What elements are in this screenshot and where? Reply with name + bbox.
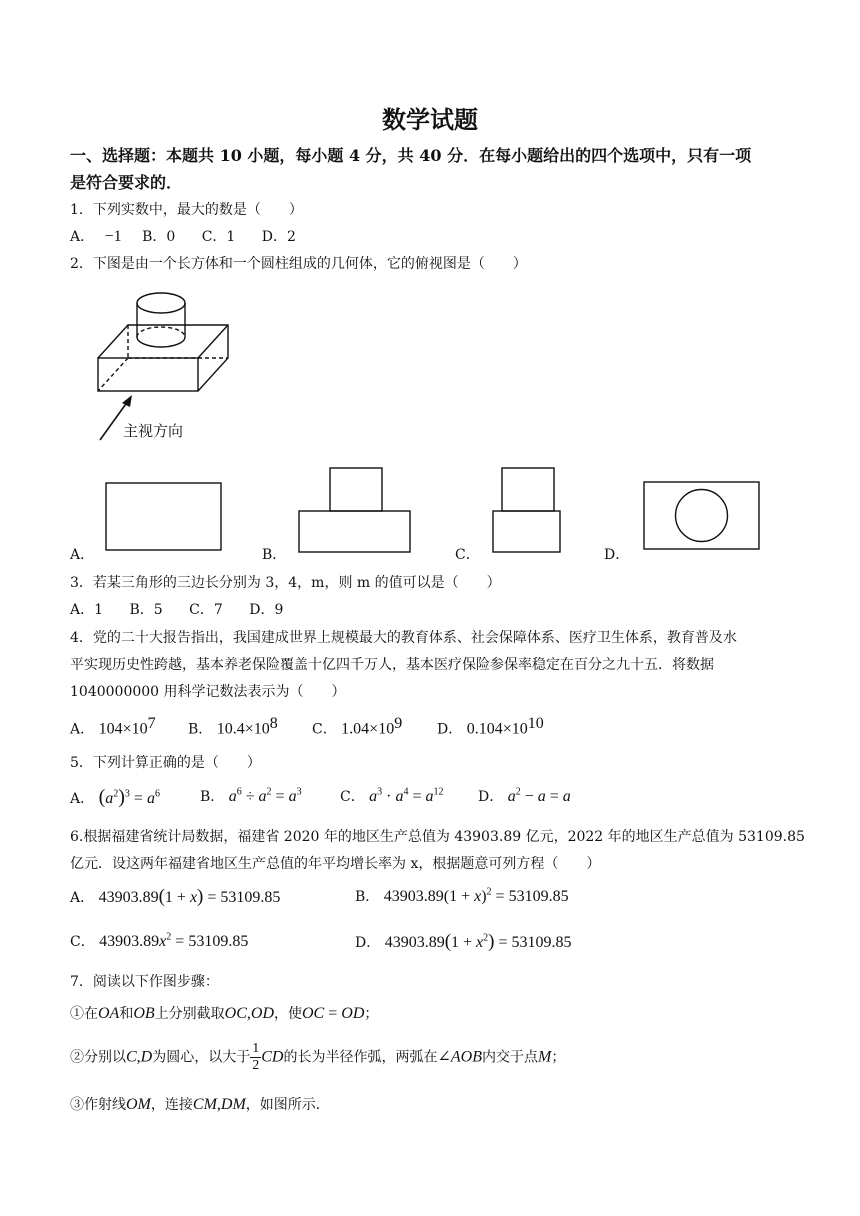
q5-option-b [200, 786, 302, 806]
q6-b-num2: 53109.85 [508, 888, 569, 905]
q6-option-c [70, 931, 248, 951]
q3-options [70, 599, 283, 619]
q2-option-c-figure [490, 466, 562, 556]
section-heading-line1: 一、选择题：本题共 10 小题，每小题 4 分，共 40 分．在每小题给出的四个选项中，只有一项 [70, 146, 752, 165]
q5-option-b-label: B． [200, 789, 225, 805]
q2-option-a-figure [104, 481, 224, 553]
q4-option-a-exp: 7 [147, 715, 156, 732]
q4-option-c-exp: 9 [394, 715, 403, 732]
q7-step3: ③作射线OM，连接CM,DM，如图所示． [70, 1096, 330, 1113]
q4-option-a-label: A． [70, 721, 95, 738]
q7-step2-d: 内交于点 [481, 1049, 538, 1066]
q1-option-c: C．1 [201, 229, 236, 245]
q1-option-a-label: A． [70, 229, 95, 245]
q2-option-b-figure [296, 466, 412, 556]
q1-stem: 1．下列实数中，最大的数是（ ） [70, 202, 303, 218]
q6-option-a [70, 886, 280, 908]
q5-option-a [70, 786, 160, 809]
q5-option-c-label: C． [340, 789, 365, 805]
q2-option-b-label: B． [262, 547, 287, 563]
q6-option-d-expr: $43903.89(1 + x^2) = 53109.85$ [384, 931, 572, 952]
q5-option-a-label: A． [70, 791, 95, 807]
q4-option-b [188, 715, 278, 739]
q3-option-d: D．9 [249, 602, 284, 618]
q3-option-a: A．1 [70, 602, 104, 618]
q7-step1: ①在OA和OB上分别截取OC,OD，使OC = OD； [70, 1005, 379, 1022]
q4-option-c [312, 715, 402, 739]
arrow-head-icon [122, 395, 132, 407]
q5-option-d-expr: $a^2 - a = a$ [507, 786, 571, 805]
q5-option-c-expr: $a^3 \cdot a^4 = a^{12}$ [369, 786, 444, 805]
q4-option-d-exp: 10 [527, 715, 544, 732]
q7-step1-e: ； [364, 1006, 379, 1022]
q6-a-num1: 43903.89 [98, 889, 159, 906]
q7-step1-b: 和 [119, 1006, 134, 1022]
q4-option-b-exp: 8 [269, 715, 278, 732]
q6-stem-line2: 亿元．设这两年福建省地区生产总值的年平均增长率为 x，根据题意可列方程（ ） [70, 856, 601, 872]
q4-option-a-base: 104×10 [98, 720, 148, 738]
q7-stem: 7．阅读以下作图步骤： [70, 974, 219, 990]
q6-c-num2: 53109.85 [188, 933, 249, 950]
q6-d-num2: 53109.85 [511, 934, 572, 951]
q6-a-num2: 53109.85 [220, 889, 281, 906]
q5-option-a-expr: $(a^2)^3 = a^6$ [98, 786, 160, 808]
q6-option-d-label: D． [355, 935, 381, 951]
q1-option-d: D．2 [261, 229, 296, 245]
q7-step2-c: 的长为半径作弧，两弧在 [283, 1049, 438, 1066]
q4-option-b-label: B． [188, 721, 213, 738]
q5-stem: 5．下列计算正确的是（ ） [70, 755, 261, 771]
q7-step3-b: ，连接 [150, 1097, 193, 1113]
half-fraction: $\frac{1}{2}$ [252, 1041, 260, 1073]
q4-option-b-base: 10.4×10 [216, 720, 270, 738]
q4-option-c-base: 1.04×10 [341, 720, 395, 738]
q7-step3-c: ，如图所示． [245, 1097, 330, 1113]
q2-option-c-label: C． [455, 547, 480, 563]
q6-option-c-expr: $43903.89x^2 = 53109.85$ [99, 931, 249, 950]
q2-option-a-label: A． [70, 547, 95, 563]
q6-option-c-label: C． [70, 934, 95, 950]
q5-option-d [478, 786, 571, 806]
q7-step2: ②分别以C,D为圆心，以大于 $\frac{1}{2}$ CD的长为半径作弧，两弧在∠AOB内交于点M； [70, 1041, 566, 1073]
q5-option-d-label: D． [478, 789, 504, 805]
q7-step1-d: ，使 [274, 1006, 302, 1022]
q6-option-a-expr: 43903.89(1 + x) = 53109.85 [98, 886, 281, 907]
q7-step3-a: ③作射线 [70, 1097, 126, 1113]
q6-option-b-expr: $43903.89(1 + x)^2 = 53109.85$ [383, 886, 569, 905]
q4-stem-line3: 1040000000 用科学记数法表示为（ ） [70, 684, 346, 700]
q3-option-c: C．7 [189, 602, 223, 618]
q1-option-a-value: −1 [104, 228, 122, 245]
q4-stem-line1: 4．党的二十大报告指出，我国建成世界上规模最大的教育体系、社会保障体系、医疗卫生体系，教育普及水 [70, 630, 737, 646]
q1-options [70, 226, 296, 246]
q3-option-b: B．5 [129, 602, 163, 618]
q3-stem: 3．若某三角形的三边长分别为 3，4，m，则 m 的值可以是（ ） [70, 575, 501, 591]
q7-step1-a: ①在 [70, 1006, 98, 1022]
q1-option-b: B．0 [142, 229, 176, 245]
q2-option-d-figure [642, 480, 762, 552]
q4-option-a [70, 715, 156, 739]
q7-step2-b: 为圆心，以大于 [152, 1049, 251, 1066]
q5-option-b-expr: $a^6 \div a^2 = a^3$ [228, 786, 302, 805]
q7-step2-e: ； [551, 1049, 566, 1066]
q2-stem: 2．下图是由一个长方体和一个圆柱组成的几何体，它的俯视图是（ ） [70, 256, 527, 272]
page-title: 数学试题 [382, 105, 478, 134]
q6-stem-line1: 6.根据福建省统计局数据，福建省 2020 年的地区生产总值为 43903.89 亿元，2022 年的地区生产总值为 53109.85 [70, 829, 805, 845]
q5-option-c [340, 786, 444, 806]
section-heading-line2: 是符合要求的． [70, 173, 183, 192]
q6-c-num1: 43903.89 [99, 933, 160, 950]
q6-option-b-label: B． [355, 889, 380, 905]
q4-stem-line2: 平实现历史性跨越，基本养老保险覆盖十亿四千万人，基本医疗保险参保率稳定在百分之九十五．将数据 [70, 657, 714, 673]
q7-step2-a: ②分别以 [70, 1049, 126, 1066]
q6-b-num1: 43903.89 [383, 888, 444, 905]
q6-option-a-label: A． [70, 890, 95, 906]
q6-option-d [355, 931, 572, 953]
q4-option-d-base: 0.104×10 [466, 720, 528, 738]
q4-option-d [437, 715, 544, 739]
q6-d-num1: 43903.89 [384, 934, 445, 951]
q4-option-c-label: C． [312, 721, 337, 738]
q2-option-d-label: D． [604, 547, 630, 563]
q6-option-b [355, 886, 569, 906]
q7-step1-c: 上分别截取 [154, 1006, 225, 1022]
view-direction-label: 主视方向 [123, 422, 184, 440]
q4-option-d-label: D． [437, 721, 463, 738]
